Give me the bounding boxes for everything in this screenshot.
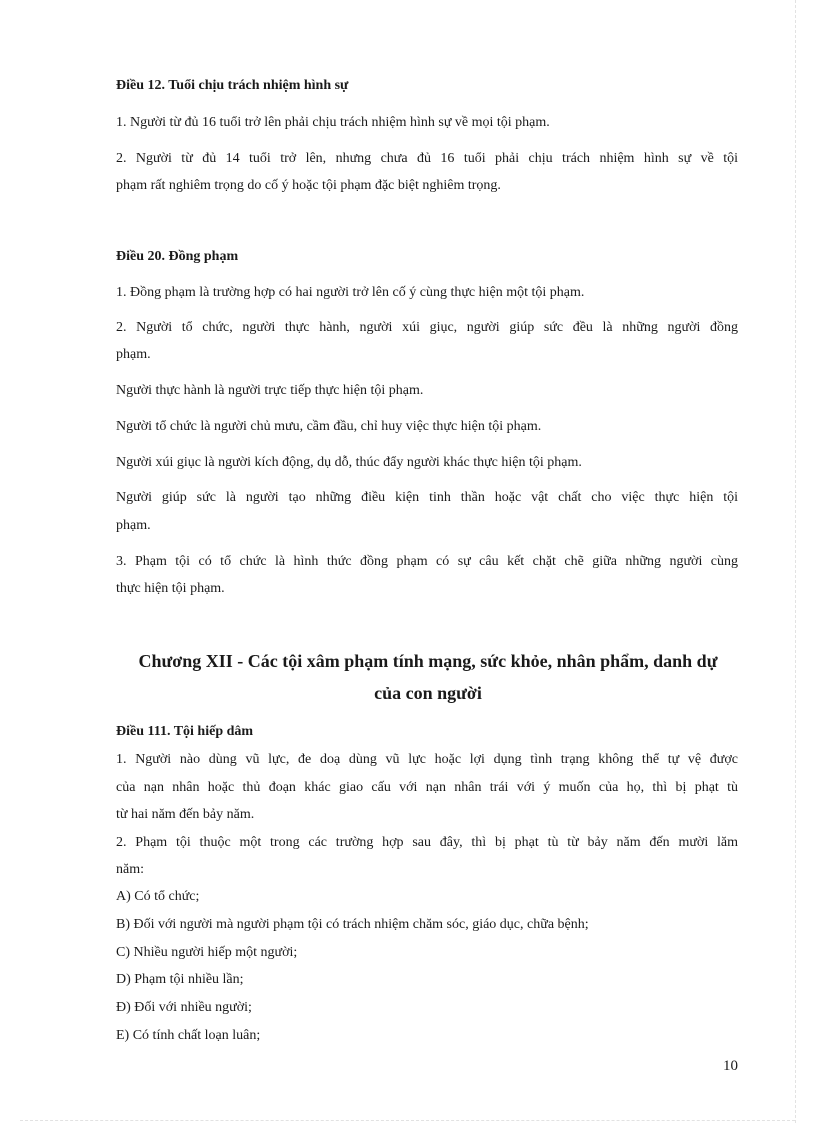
chapter-heading-line-2: của con người bbox=[374, 683, 482, 703]
article-111-clause-1-line-3: từ hai năm đến bảy năm. bbox=[116, 807, 255, 822]
article-20-accomplice-definition-line-2: phạm. bbox=[116, 518, 151, 533]
article-12-clause-1: 1. Người từ đủ 16 tuổi trở lên phải chịu trách nhiệm hình sự về mọi tội phạm. bbox=[116, 115, 550, 130]
article-111-title: Điều 111. Tội hiếp dâm bbox=[116, 724, 254, 739]
article-12-title: Điều 12. Tuổi chịu trách nhiệm hình sự bbox=[116, 78, 349, 93]
article-20-accomplice-definition-line-1: Người giúp sức là người tạo những điều kiện tinh thần hoặc vật chất cho việc thực hiện tội bbox=[116, 490, 738, 505]
page-number: 10 bbox=[723, 1058, 738, 1074]
article-20-clause-3-line-2: thực hiện tội phạm. bbox=[116, 581, 225, 596]
page-edge-right bbox=[795, 0, 796, 1123]
article-111-clause-2-line-1: 2. Phạm tội thuộc một trong các trường hợp sau đây, thì bị phạt tù từ bảy năm đến mười lăm bbox=[116, 835, 738, 850]
page-edge-bottom bbox=[20, 1120, 795, 1121]
article-20-title: Điều 20. Đồng phạm bbox=[116, 249, 239, 264]
chapter-heading-line-1: Chương XII - Các tội xâm phạm tính mạng, sức khỏe, nhân phẩm, danh dự bbox=[138, 651, 718, 671]
article-20-organizer-definition: Người tổ chức là người chủ mưu, cầm đầu, chỉ huy việc thực hiện tội phạm. bbox=[116, 419, 542, 434]
article-20-executor-definition: Người thực hành là người trực tiếp thực hiện tội phạm. bbox=[116, 383, 424, 398]
article-111-point-b: B) Đối với người mà người phạm tội có trách nhiệm chăm sóc, giáo dục, chữa bệnh; bbox=[116, 917, 589, 932]
article-20-clause-3-line-1: 3. Phạm tội có tổ chức là hình thức đồng phạm có sự câu kết chặt chẽ giữa những người cùng bbox=[116, 554, 738, 569]
article-111-point-a: A) Có tổ chức; bbox=[116, 889, 200, 904]
article-111-point-dd: Đ) Đối với nhiều người; bbox=[116, 1000, 252, 1015]
article-12-clause-2-line-2: phạm rất nghiêm trọng do cố ý hoặc tội phạm đặc biệt nghiêm trọng. bbox=[116, 178, 501, 193]
article-111-point-e: E) Có tính chất loạn luân; bbox=[116, 1028, 261, 1043]
article-111-point-c: C) Nhiều người hiếp một người; bbox=[116, 945, 298, 960]
article-111-clause-1-line-2: của nạn nhân hoặc thủ đoạn khác giao cấu với nạn nhân trái với ý muốn của họ, thì bị phạt tù bbox=[116, 780, 738, 795]
article-111-clause-1-line-1: 1. Người nào dùng vũ lực, đe doạ dùng vũ lực hoặc lợi dụng tình trạng không thể tự vệ được bbox=[116, 752, 738, 767]
article-20-clause-1: 1. Đồng phạm là trường hợp có hai người trở lên cố ý cùng thực hiện một tội phạm. bbox=[116, 285, 585, 300]
article-12-clause-2-line-1: 2. Người từ đủ 14 tuổi trở lên, nhưng chưa đủ 16 tuổi phải chịu trách nhiệm hình sự về tội bbox=[116, 151, 738, 166]
article-20-clause-2-line-1: 2. Người tổ chức, người thực hành, người xúi giục, người giúp sức đều là những người đồng bbox=[116, 320, 738, 335]
article-20-clause-2-line-2: phạm. bbox=[116, 347, 151, 362]
article-111-point-d: D) Phạm tội nhiều lần; bbox=[116, 972, 244, 987]
article-111-clause-2-line-2: năm: bbox=[116, 862, 144, 877]
article-20-instigator-definition: Người xúi giục là người kích động, dụ dỗ, thúc đẩy người khác thực hiện tội phạm. bbox=[116, 455, 582, 470]
